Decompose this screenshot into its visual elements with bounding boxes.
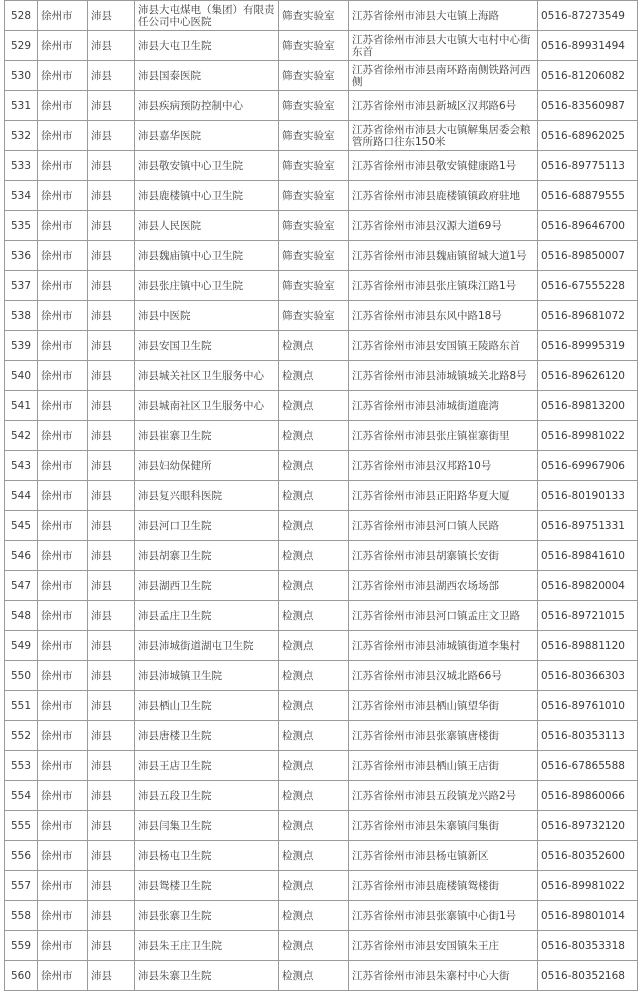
phone-cell: 0516-89751331 [538, 511, 638, 541]
city-cell: 徐州市 [38, 631, 88, 661]
city-cell: 徐州市 [38, 511, 88, 541]
institution-name-cell: 沛县鸳楼卫生院 [135, 871, 279, 901]
table-row [5, 91, 638, 121]
institution-name-cell: 沛县湖西卫生院 [135, 571, 279, 601]
city-cell: 徐州市 [38, 301, 88, 331]
row-number: 552 [5, 721, 38, 751]
city-cell: 徐州市 [38, 661, 88, 691]
city-cell: 徐州市 [38, 241, 88, 271]
facility-type-cell: 检测点 [279, 541, 349, 571]
institution-name-cell: 沛县沛城街道湖屯卫生院 [135, 631, 279, 661]
row-number: 556 [5, 841, 38, 871]
row-number: 548 [5, 601, 38, 631]
table-row [5, 301, 638, 331]
table-row [5, 121, 638, 151]
city-cell: 徐州市 [38, 721, 88, 751]
phone-cell: 0516-80352168 [538, 961, 638, 991]
institution-name-cell: 沛县张庄镇中心卫生院 [135, 271, 279, 301]
county-cell: 沛县 [88, 871, 135, 901]
county-cell: 沛县 [88, 631, 135, 661]
table-row [5, 451, 638, 481]
institution-name-cell: 沛县五段卫生院 [135, 781, 279, 811]
facility-type-cell: 检测点 [279, 601, 349, 631]
county-cell: 沛县 [88, 751, 135, 781]
institution-name-cell: 沛县栖山卫生院 [135, 691, 279, 721]
institution-name-cell: 沛县闫集卫生院 [135, 811, 279, 841]
city-cell: 徐州市 [38, 31, 88, 61]
county-cell: 沛县 [88, 961, 135, 991]
county-cell: 沛县 [88, 781, 135, 811]
city-cell: 徐州市 [38, 421, 88, 451]
institution-name-cell: 沛县大屯卫生院 [135, 31, 279, 61]
address-cell: 江苏省徐州市沛县安国镇王陵路东首 [349, 331, 538, 361]
address-cell: 江苏省徐州市沛县栖山镇望华街 [349, 691, 538, 721]
facility-type-cell: 检测点 [279, 721, 349, 751]
row-number: 550 [5, 661, 38, 691]
phone-cell: 0516-80352600 [538, 841, 638, 871]
address-cell: 江苏省徐州市沛县朱寨镇闫集街 [349, 811, 538, 841]
table-row [5, 661, 638, 691]
table-row [5, 31, 638, 61]
row-number: 533 [5, 151, 38, 181]
address-cell: 江苏省徐州市沛县沛城镇街道李集村 [349, 631, 538, 661]
city-cell: 徐州市 [38, 571, 88, 601]
row-number: 545 [5, 511, 38, 541]
institution-name-cell: 沛县人民医院 [135, 211, 279, 241]
address-cell: 江苏省徐州市沛县张寨镇中心街1号 [349, 901, 538, 931]
row-number: 559 [5, 931, 38, 961]
institution-name-cell: 沛县唐楼卫生院 [135, 721, 279, 751]
phone-cell: 0516-80353318 [538, 931, 638, 961]
facility-type-cell: 检测点 [279, 931, 349, 961]
address-cell: 江苏省徐州市沛县正阳路华夏大厦 [349, 481, 538, 511]
address-cell: 江苏省徐州市沛县栖山镇王店街 [349, 751, 538, 781]
city-cell: 徐州市 [38, 1, 88, 31]
county-cell: 沛县 [88, 211, 135, 241]
phone-cell: 0516-89761010 [538, 691, 638, 721]
county-cell: 沛县 [88, 691, 135, 721]
address-cell: 江苏省徐州市沛县张寨镇唐楼街 [349, 721, 538, 751]
address-cell: 江苏省徐州市沛县汉邦路10号 [349, 451, 538, 481]
county-cell: 沛县 [88, 361, 135, 391]
facility-type-cell: 筛查实验室 [279, 121, 349, 151]
row-number: 557 [5, 871, 38, 901]
facility-type-cell: 筛查实验室 [279, 241, 349, 271]
institution-name-cell: 沛县疾病预防控制中心 [135, 91, 279, 121]
table-row [5, 571, 638, 601]
phone-cell: 0516-89981022 [538, 421, 638, 451]
county-cell: 沛县 [88, 421, 135, 451]
table-row [5, 811, 638, 841]
institution-name-cell: 沛县杨屯卫生院 [135, 841, 279, 871]
facility-type-cell: 检测点 [279, 781, 349, 811]
phone-cell: 0516-89775113 [538, 151, 638, 181]
city-cell: 徐州市 [38, 211, 88, 241]
row-number: 537 [5, 271, 38, 301]
county-cell: 沛县 [88, 271, 135, 301]
institution-name-cell: 沛县孟庄卫生院 [135, 601, 279, 631]
city-cell: 徐州市 [38, 361, 88, 391]
institution-name-cell: 沛县安国卫生院 [135, 331, 279, 361]
institution-name-cell: 沛县王店卫生院 [135, 751, 279, 781]
facility-type-cell: 检测点 [279, 961, 349, 991]
table-row [5, 211, 638, 241]
table-row [5, 961, 638, 991]
phone-cell: 0516-80353113 [538, 721, 638, 751]
phone-cell: 0516-89801014 [538, 901, 638, 931]
address-cell: 江苏省徐州市沛县大屯镇解集居委会粮管所路口往东150米 [349, 121, 538, 151]
table-row [5, 1, 638, 31]
phone-cell: 0516-89995319 [538, 331, 638, 361]
institution-name-cell: 沛县沛城镇卫生院 [135, 661, 279, 691]
county-cell: 沛县 [88, 391, 135, 421]
county-cell: 沛县 [88, 841, 135, 871]
table-row [5, 931, 638, 961]
institution-name-cell: 沛县城南社区卫生服务中心 [135, 391, 279, 421]
county-cell: 沛县 [88, 541, 135, 571]
county-cell: 沛县 [88, 121, 135, 151]
city-cell: 徐州市 [38, 901, 88, 931]
city-cell: 徐州市 [38, 871, 88, 901]
city-cell: 徐州市 [38, 961, 88, 991]
phone-cell: 0516-89841610 [538, 541, 638, 571]
address-cell: 江苏省徐州市沛县大屯镇大屯村中心街东首 [349, 31, 538, 61]
institution-name-cell: 沛县城关社区卫生服务中心 [135, 361, 279, 391]
row-number: 540 [5, 361, 38, 391]
address-cell: 江苏省徐州市沛县安国镇朱王庄 [349, 931, 538, 961]
institution-name-cell: 沛县魏庙镇中心卫生院 [135, 241, 279, 271]
row-number: 547 [5, 571, 38, 601]
table-row [5, 331, 638, 361]
table-row [5, 841, 638, 871]
phone-cell: 0516-68962025 [538, 121, 638, 151]
row-number: 532 [5, 121, 38, 151]
institution-name-cell: 沛县嘉华医院 [135, 121, 279, 151]
county-cell: 沛县 [88, 601, 135, 631]
row-number: 531 [5, 91, 38, 121]
phone-cell: 0516-89981022 [538, 871, 638, 901]
table-row [5, 631, 638, 661]
institution-name-cell: 沛县妇幼保健所 [135, 451, 279, 481]
table-body [5, 1, 638, 991]
row-number: 553 [5, 751, 38, 781]
facility-type-cell: 筛查实验室 [279, 211, 349, 241]
county-cell: 沛县 [88, 181, 135, 211]
county-cell: 沛县 [88, 931, 135, 961]
city-cell: 徐州市 [38, 181, 88, 211]
county-cell: 沛县 [88, 571, 135, 601]
table-row [5, 601, 638, 631]
phone-cell: 0516-67555228 [538, 271, 638, 301]
county-cell: 沛县 [88, 1, 135, 31]
institution-name-cell: 沛县张寨卫生院 [135, 901, 279, 931]
address-cell: 江苏省徐州市沛县沛城镇城关北路8号 [349, 361, 538, 391]
address-cell: 江苏省徐州市沛县魏庙镇留城大道1号 [349, 241, 538, 271]
facility-type-cell: 筛查实验室 [279, 151, 349, 181]
institution-name-cell: 沛县朱寨卫生院 [135, 961, 279, 991]
facility-type-cell: 筛查实验室 [279, 181, 349, 211]
phone-cell: 0516-89721015 [538, 601, 638, 631]
city-cell: 徐州市 [38, 451, 88, 481]
city-cell: 徐州市 [38, 481, 88, 511]
address-cell: 江苏省徐州市沛县张庄镇珠江路1号 [349, 271, 538, 301]
address-cell: 江苏省徐州市沛县沛城街道鹿湾 [349, 391, 538, 421]
address-cell: 江苏省徐州市沛县杨屯镇新区 [349, 841, 538, 871]
phone-cell: 0516-89931494 [538, 31, 638, 61]
table-row [5, 391, 638, 421]
row-number: 558 [5, 901, 38, 931]
phone-cell: 0516-83560987 [538, 91, 638, 121]
phone-cell: 0516-89681072 [538, 301, 638, 331]
institution-name-cell: 沛县朱王庄卫生院 [135, 931, 279, 961]
city-cell: 徐州市 [38, 151, 88, 181]
phone-cell: 0516-89881120 [538, 631, 638, 661]
phone-cell: 0516-80366303 [538, 661, 638, 691]
county-cell: 沛县 [88, 451, 135, 481]
county-cell: 沛县 [88, 721, 135, 751]
county-cell: 沛县 [88, 811, 135, 841]
facility-type-cell: 筛查实验室 [279, 301, 349, 331]
address-cell: 江苏省徐州市沛县鹿楼镇镇政府驻地 [349, 181, 538, 211]
phone-cell: 0516-80190133 [538, 481, 638, 511]
county-cell: 沛县 [88, 481, 135, 511]
city-cell: 徐州市 [38, 691, 88, 721]
facility-type-cell: 检测点 [279, 871, 349, 901]
city-cell: 徐州市 [38, 751, 88, 781]
row-number: 534 [5, 181, 38, 211]
institution-name-cell: 沛县崔寨卫生院 [135, 421, 279, 451]
facility-type-cell: 检测点 [279, 511, 349, 541]
institution-table-container [4, 0, 638, 991]
address-cell: 江苏省徐州市沛县河口镇人民路 [349, 511, 538, 541]
institution-name-cell: 沛县敬安镇中心卫生院 [135, 151, 279, 181]
facility-type-cell: 检测点 [279, 571, 349, 601]
city-cell: 徐州市 [38, 391, 88, 421]
row-number: 535 [5, 211, 38, 241]
row-number: 541 [5, 391, 38, 421]
address-cell: 江苏省徐州市沛县张庄镇崔寨街里 [349, 421, 538, 451]
row-number: 538 [5, 301, 38, 331]
city-cell: 徐州市 [38, 61, 88, 91]
row-number: 542 [5, 421, 38, 451]
facility-type-cell: 筛查实验室 [279, 271, 349, 301]
phone-cell: 0516-89626120 [538, 361, 638, 391]
table-row [5, 421, 638, 451]
row-number: 551 [5, 691, 38, 721]
city-cell: 徐州市 [38, 121, 88, 151]
county-cell: 沛县 [88, 31, 135, 61]
phone-cell: 0516-89813200 [538, 391, 638, 421]
institution-table [4, 0, 638, 991]
institution-name-cell: 沛县国泰医院 [135, 61, 279, 91]
city-cell: 徐州市 [38, 271, 88, 301]
phone-cell: 0516-87273549 [538, 1, 638, 31]
address-cell: 江苏省徐州市沛县东风中路18号 [349, 301, 538, 331]
city-cell: 徐州市 [38, 931, 88, 961]
table-row [5, 721, 638, 751]
address-cell: 江苏省徐州市沛县新城区汉邦路6号 [349, 91, 538, 121]
phone-cell: 0516-89850007 [538, 241, 638, 271]
county-cell: 沛县 [88, 91, 135, 121]
city-cell: 徐州市 [38, 601, 88, 631]
table-row [5, 61, 638, 91]
facility-type-cell: 检测点 [279, 631, 349, 661]
address-cell: 江苏省徐州市沛县鹿楼镇鸳楼街 [349, 871, 538, 901]
county-cell: 沛县 [88, 61, 135, 91]
phone-cell: 0516-89860066 [538, 781, 638, 811]
address-cell: 江苏省徐州市沛县大屯镇上海路 [349, 1, 538, 31]
table-row [5, 871, 638, 901]
address-cell: 江苏省徐州市沛县河口镇孟庄文卫路 [349, 601, 538, 631]
row-number: 546 [5, 541, 38, 571]
table-row [5, 901, 638, 931]
phone-cell: 0516-89732120 [538, 811, 638, 841]
county-cell: 沛县 [88, 331, 135, 361]
table-row [5, 511, 638, 541]
row-number: 539 [5, 331, 38, 361]
phone-cell: 0516-67865588 [538, 751, 638, 781]
row-number: 544 [5, 481, 38, 511]
facility-type-cell: 检测点 [279, 481, 349, 511]
phone-cell: 0516-81206082 [538, 61, 638, 91]
institution-name-cell: 沛县中医院 [135, 301, 279, 331]
row-number: 560 [5, 961, 38, 991]
address-cell: 江苏省徐州市沛县汉源大道69号 [349, 211, 538, 241]
row-number: 536 [5, 241, 38, 271]
address-cell: 江苏省徐州市沛县南环路南侧铁路河西侧 [349, 61, 538, 91]
facility-type-cell: 检测点 [279, 661, 349, 691]
facility-type-cell: 筛查实验室 [279, 91, 349, 121]
institution-name-cell: 沛县复兴眼科医院 [135, 481, 279, 511]
city-cell: 徐州市 [38, 91, 88, 121]
city-cell: 徐州市 [38, 811, 88, 841]
institution-name-cell: 沛县河口卫生院 [135, 511, 279, 541]
city-cell: 徐州市 [38, 841, 88, 871]
row-number: 554 [5, 781, 38, 811]
facility-type-cell: 检测点 [279, 451, 349, 481]
row-number: 543 [5, 451, 38, 481]
institution-name-cell: 沛县大屯煤电（集团）有限责任公司中心医院 [135, 1, 279, 31]
row-number: 528 [5, 1, 38, 31]
city-cell: 徐州市 [38, 781, 88, 811]
facility-type-cell: 检测点 [279, 331, 349, 361]
facility-type-cell: 检测点 [279, 361, 349, 391]
facility-type-cell: 检测点 [279, 811, 349, 841]
facility-type-cell: 筛查实验室 [279, 61, 349, 91]
table-row [5, 481, 638, 511]
facility-type-cell: 筛查实验室 [279, 1, 349, 31]
institution-name-cell: 沛县鹿楼镇中心卫生院 [135, 181, 279, 211]
address-cell: 江苏省徐州市沛县汉城北路66号 [349, 661, 538, 691]
address-cell: 江苏省徐州市沛县湖西农场场部 [349, 571, 538, 601]
facility-type-cell: 检测点 [279, 901, 349, 931]
table-row [5, 691, 638, 721]
county-cell: 沛县 [88, 661, 135, 691]
address-cell: 江苏省徐州市沛县朱寨村中心大街 [349, 961, 538, 991]
city-cell: 徐州市 [38, 541, 88, 571]
table-row [5, 781, 638, 811]
address-cell: 江苏省徐州市沛县胡寨镇长安街 [349, 541, 538, 571]
county-cell: 沛县 [88, 241, 135, 271]
row-number: 555 [5, 811, 38, 841]
facility-type-cell: 筛查实验室 [279, 31, 349, 61]
county-cell: 沛县 [88, 151, 135, 181]
county-cell: 沛县 [88, 301, 135, 331]
row-number: 529 [5, 31, 38, 61]
facility-type-cell: 检测点 [279, 751, 349, 781]
county-cell: 沛县 [88, 901, 135, 931]
facility-type-cell: 检测点 [279, 391, 349, 421]
address-cell: 江苏省徐州市沛县五段镇龙兴路2号 [349, 781, 538, 811]
table-row [5, 241, 638, 271]
phone-cell: 0516-69967906 [538, 451, 638, 481]
table-row [5, 271, 638, 301]
table-row [5, 181, 638, 211]
row-number: 530 [5, 61, 38, 91]
county-cell: 沛县 [88, 511, 135, 541]
phone-cell: 0516-89646700 [538, 211, 638, 241]
table-row [5, 541, 638, 571]
facility-type-cell: 检测点 [279, 841, 349, 871]
facility-type-cell: 检测点 [279, 421, 349, 451]
city-cell: 徐州市 [38, 331, 88, 361]
phone-cell: 0516-68879555 [538, 181, 638, 211]
institution-name-cell: 沛县胡寨卫生院 [135, 541, 279, 571]
facility-type-cell: 检测点 [279, 691, 349, 721]
table-row [5, 751, 638, 781]
table-row [5, 151, 638, 181]
phone-cell: 0516-89820004 [538, 571, 638, 601]
table-row [5, 361, 638, 391]
address-cell: 江苏省徐州市沛县敬安镇健康路1号 [349, 151, 538, 181]
row-number: 549 [5, 631, 38, 661]
